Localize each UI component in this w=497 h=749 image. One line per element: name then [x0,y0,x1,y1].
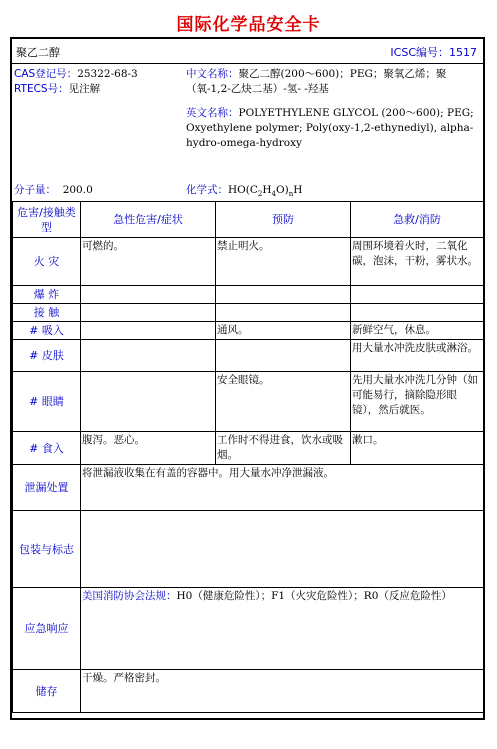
package-label: 包装与标志 [13,511,81,588]
first-aid-cell: 漱口。 [351,432,484,465]
first-aid-cell [351,286,484,304]
header-first-aid: 急救/消防 [351,202,484,238]
row-label: 接 触 [13,304,81,322]
symptoms-cell [81,286,216,304]
card-title: 国际化学品安全卡 [176,15,321,35]
name-row [12,39,483,64]
formula-part: HO(C [228,184,258,196]
prevention-cell: 通风。 [216,322,351,340]
table-row [13,432,484,465]
rtecs-value: 见注解 [68,83,101,95]
chemical-formula [186,183,302,202]
emergency-row [13,588,484,670]
hazard-table [12,201,484,713]
nfpa-ratings: H0（健康危险性）；F1（火灾危险性）；R0（反应危险性） [176,590,452,602]
en-name-value: POLYETHYLENE GLYCOL (200～600); PEG; Oxyethylene polymer; Poly(oxy-1,2-ethynediyl), alpha-hydro-omega-hydroxy [186,107,474,149]
prevention-cell [216,286,351,304]
molecular-weight [14,183,93,198]
chemical-name: 聚乙二醇 [16,46,60,59]
package-text [81,511,484,588]
storage-label: 储存 [13,670,81,713]
mw-value: 200.0 [62,184,93,196]
formula-subscript: n [288,190,294,199]
symptoms-cell [81,340,216,372]
row-label: # 皮肤 [13,340,81,372]
storage-text: 干燥。严格密封。 [81,670,484,713]
symptoms-cell: 腹泻。恶心。 [81,432,216,465]
cas-label: CAS登记号： [14,68,78,80]
en-name-label: 英文名称： [186,107,239,119]
names-block [186,67,478,151]
emergency-label: 应急响应 [13,588,81,670]
safety-card [10,37,485,720]
row-label: 爆 炸 [13,286,81,304]
first-aid-cell: 周围环境着火时，二氧化碳，泡沫，干粉，雾状水。 [351,238,484,286]
identification-section [12,63,483,202]
header-symptoms: 急性危害/症状 [81,202,216,238]
registry-numbers [14,67,184,97]
spill-text: 将泄漏液收集在有盖的容器中。用大量水冲净泄漏液。 [81,465,484,511]
prevention-cell [216,304,351,322]
emergency-cell [81,588,484,670]
table-row [13,238,484,286]
rtecs-label: RTECS号： [14,83,69,95]
package-row [13,511,484,588]
row-label: # 食入 [13,432,81,465]
table-row [13,322,484,340]
cn-name-value: 聚乙二醇(200～600)；PEG；聚氧乙烯；聚（氧-1,2-乙炔二基）-氢- -羟基 [186,68,447,95]
first-aid-cell: 用大量水冲洗皮肤或淋浴。 [351,340,484,372]
nfpa-label: 美国消防协会法规： [82,590,177,602]
first-aid-cell: 新鲜空气，休息。 [351,322,484,340]
header-prevention: 预防 [216,202,351,238]
cn-name-label: 中文名称： [186,68,239,80]
header-hazard-type: 危害/接触类型 [13,202,81,238]
prevention-cell: 工作时不得进食，饮水或吸烟。 [216,432,351,465]
formula-part: O) [276,184,289,196]
formula-subscript: 2 [257,190,263,199]
prevention-cell: 禁止明火。 [216,238,351,286]
icsc-number: ICSC编号：1517 [390,46,477,59]
formula-part: H [262,184,272,196]
prevention-cell: 安全眼镜。 [216,372,351,432]
mw-label: 分子量： [14,184,56,196]
cas-value: 25322-68-3 [77,68,138,80]
symptoms-cell [81,372,216,432]
formula-label: 化学式： [186,184,228,196]
table-row [13,286,484,304]
prevention-cell [216,340,351,372]
storage-row [13,670,484,713]
spill-row [13,465,484,511]
formula-part: H [293,184,303,196]
row-label: # 眼睛 [13,372,81,432]
row-label: # 吸入 [13,322,81,340]
spill-label: 泄漏处置 [13,465,81,511]
symptoms-cell [81,322,216,340]
table-header-row [13,202,484,238]
formula-subscript: 4 [271,190,277,199]
first-aid-cell: 先用大量水冲洗几分钟（如可能易行，摘除隐形眼镜），然后就医。 [351,372,484,432]
symptoms-cell: 可燃的。 [81,238,216,286]
table-row [13,372,484,432]
symptoms-cell [81,304,216,322]
first-aid-cell [351,304,484,322]
table-row [13,304,484,322]
row-label: 火 灾 [13,238,81,286]
table-row [13,340,484,372]
